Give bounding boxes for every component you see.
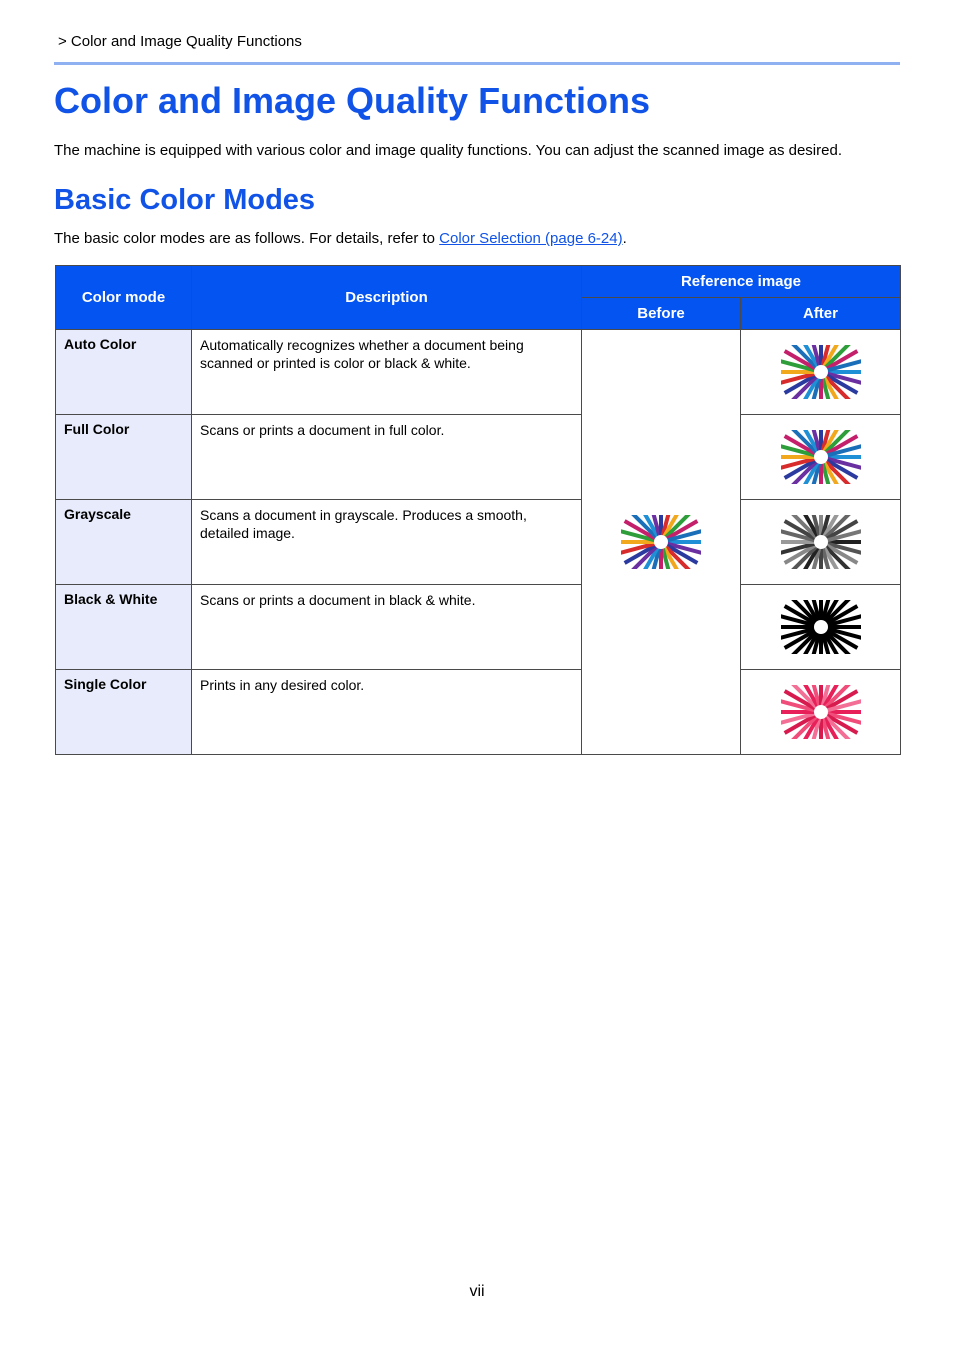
color-selection-link[interactable]: Color Selection (page 6-24) bbox=[439, 230, 623, 247]
header-divider bbox=[54, 62, 900, 65]
pencil-center bbox=[814, 535, 828, 549]
section-text-before: The basic color modes are as follows. For details, refer to bbox=[54, 230, 440, 247]
pencil-center bbox=[814, 450, 828, 464]
auto-color-pencils-image bbox=[781, 345, 861, 399]
intro-paragraph: The machine is equipped with various color and image quality functions. You can adjust the scanned image as desired. bbox=[54, 142, 842, 159]
mode-name: Full Color bbox=[56, 415, 192, 500]
before-pencils-image bbox=[621, 515, 701, 569]
table-row bbox=[56, 415, 901, 500]
black-white-pencils-image bbox=[781, 600, 861, 654]
header-description: Description bbox=[192, 266, 582, 330]
mode-name: Black & White bbox=[56, 585, 192, 670]
after-image-cell bbox=[741, 585, 901, 670]
pencil-center bbox=[814, 705, 828, 719]
section-text-after: . bbox=[622, 230, 627, 247]
breadcrumb: > Color and Image Quality Functions bbox=[58, 33, 302, 50]
header-reference-image: Reference image bbox=[582, 266, 901, 298]
table-row bbox=[56, 585, 901, 670]
after-image-cell bbox=[741, 330, 901, 415]
after-image-cell bbox=[741, 500, 901, 585]
section-title: Basic Color Modes bbox=[54, 184, 316, 216]
page-number: vii bbox=[469, 1283, 485, 1300]
before-image-cell bbox=[582, 330, 741, 755]
mode-name: Auto Color bbox=[56, 330, 192, 415]
full-color-pencils-image bbox=[781, 430, 861, 484]
mode-description: Scans or prints a document in black & white. bbox=[192, 585, 582, 670]
table-row bbox=[56, 330, 901, 415]
mode-description: Automatically recognizes whether a document being scanned or printed is color or black & white. bbox=[192, 330, 582, 415]
after-image-cell bbox=[741, 415, 901, 500]
single-color-pencils-image bbox=[781, 685, 861, 739]
pencil-center bbox=[814, 365, 828, 379]
pencil-center bbox=[814, 620, 828, 634]
mode-name: Single Color bbox=[56, 670, 192, 755]
grayscale-pencils-image bbox=[781, 515, 861, 569]
mode-description: Scans or prints a document in full color. bbox=[192, 415, 582, 500]
mode-description: Scans a document in grayscale. Produces a smooth, detailed image. bbox=[192, 500, 582, 585]
table-row bbox=[56, 500, 901, 585]
table-row bbox=[56, 670, 901, 755]
mode-name: Grayscale bbox=[56, 500, 192, 585]
header-before: Before bbox=[582, 298, 741, 330]
header-color-mode: Color mode bbox=[56, 266, 192, 330]
header-after: After bbox=[741, 298, 901, 330]
mode-description: Prints in any desired color. bbox=[192, 670, 582, 755]
pencil-center bbox=[654, 535, 668, 549]
page-title: Color and Image Quality Functions bbox=[54, 80, 651, 121]
section-paragraph bbox=[54, 230, 627, 247]
color-modes-table bbox=[55, 265, 901, 755]
after-image-cell bbox=[741, 670, 901, 755]
